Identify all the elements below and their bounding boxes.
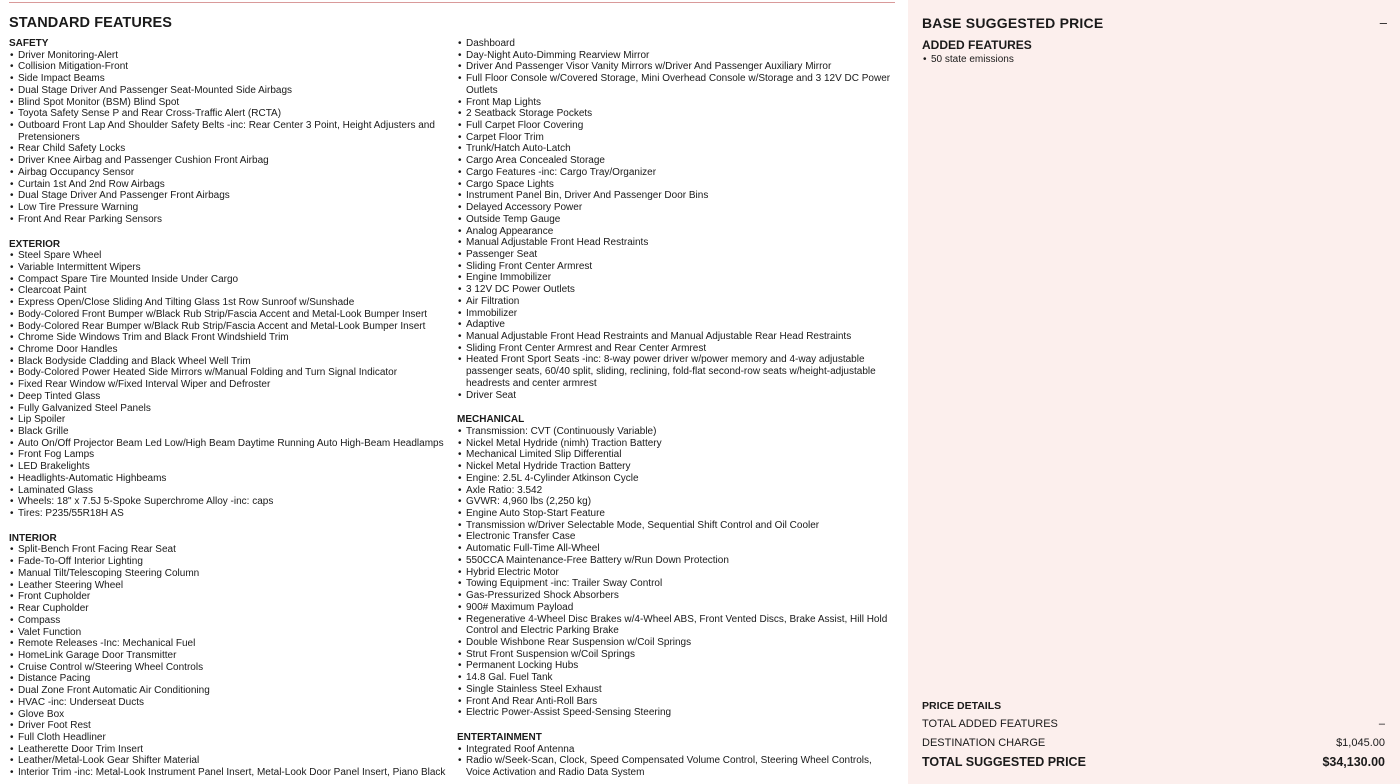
- list-item: • 550CCA Maintenance-Free Battery w/Run Down Protection: [457, 555, 897, 567]
- list-item: • Headlights-Automatic Highbeams: [9, 473, 447, 485]
- list-item: • Express Open/Close Sliding And Tilting Glass 1st Row Sunroof w/Sunshade: [9, 297, 447, 309]
- list-item: • Mechanical Limited Slip Differential: [457, 449, 897, 461]
- list-item: • Black Bodyside Cladding and Black Wheel Well Trim: [9, 356, 447, 368]
- list-item: • Instrument Panel Bin, Driver And Passenger Door Bins: [457, 190, 897, 202]
- destination-charge-row: [922, 737, 1385, 749]
- list-item: • Fully Galvanized Steel Panels: [9, 403, 447, 415]
- list-item: • Dual Zone Front Automatic Air Conditioning: [9, 685, 447, 697]
- list-item: • Dashboard: [457, 38, 897, 50]
- row-label: DESTINATION CHARGE: [922, 737, 1046, 749]
- list-item: • Chrome Door Handles: [9, 344, 447, 356]
- list-item: • Full Carpet Floor Covering: [457, 120, 897, 132]
- row-value: –: [1378, 718, 1385, 730]
- list-item: • Auto On/Off Projector Beam Led Low/High Beam Daytime Running Auto High-Beam Headlamps: [9, 438, 447, 450]
- list-item: • Sliding Front Center Armrest: [457, 261, 897, 273]
- row-value: $1,045.00: [1336, 737, 1385, 749]
- price-sidebar: [908, 0, 1400, 784]
- list-item: • Toyota Safety Sense P and Rear Cross-Traffic Alert (RCTA): [9, 108, 447, 120]
- safety-section: [9, 38, 447, 226]
- list-item: • Outboard Front Lap And Shoulder Safety Belts -inc: Rear Center 3 Point, Height Adjusters and Pretensioners: [9, 120, 447, 143]
- list-item: • Tires: P235/55R18H AS: [9, 508, 447, 520]
- list-item: • GVWR: 4,960 lbs (2,250 kg): [457, 496, 897, 508]
- list-item: • Driver Seat: [457, 390, 897, 402]
- collapse-toggle-button[interactable]: –: [1379, 15, 1387, 30]
- list-item: • Deep Tinted Glass: [9, 391, 447, 403]
- list-item: • Transmission: CVT (Continuously Variable): [457, 426, 897, 438]
- mechanical-heading: MECHANICAL: [457, 414, 525, 426]
- list-item: • Cargo Features -inc: Cargo Tray/Organizer: [457, 167, 897, 179]
- list-item: • Cargo Space Lights: [457, 179, 897, 191]
- list-item: • Lip Spoiler: [9, 414, 447, 426]
- list-item: • Driver Knee Airbag and Passenger Cushion Front Airbag: [9, 155, 447, 167]
- safety-heading: SAFETY: [9, 38, 49, 49]
- list-item: • Regenerative 4-Wheel Disc Brakes w/4-Wheel ABS, Front Vented Discs, Brake Assist, Hill Hold Control and Electric Parking Brake: [457, 614, 897, 637]
- list-item: • Transmission w/Driver Selectable Mode, Sequential Shift Control and Oil Cooler: [457, 520, 897, 532]
- list-item: • Front Fog Lamps: [9, 449, 447, 461]
- list-item: • Body-Colored Rear Bumper w/Black Rub Strip/Fascia Accent and Metal-Look Bumper Insert: [9, 321, 447, 333]
- list-item: • Towing Equipment -inc: Trailer Sway Control: [457, 578, 897, 590]
- list-item: • Front And Rear Parking Sensors: [9, 214, 447, 226]
- list-item: • HomeLink Garage Door Transmitter: [9, 650, 447, 662]
- list-item: • 3 12V DC Power Outlets: [457, 284, 897, 296]
- interior-continued-items: [457, 50, 897, 402]
- total-suggested-price-row: [922, 755, 1385, 769]
- list-item: • Front Cupholder: [9, 591, 447, 603]
- entertainment-heading: ENTERTAINMENT: [457, 731, 542, 743]
- list-item: • Leather Steering Wheel: [9, 580, 447, 592]
- list-item: • Permanent Locking Hubs: [457, 660, 897, 672]
- list-item: • Clearcoat Paint: [9, 285, 447, 297]
- added-features-title: ADDED FEATURES: [922, 38, 1032, 52]
- row-label: TOTAL ADDED FEATURES: [922, 718, 1058, 730]
- list-item: • Engine Auto Stop-Start Feature: [457, 508, 897, 520]
- list-item: • Driver Foot Rest: [9, 720, 447, 732]
- list-item: • Front Map Lights: [457, 97, 897, 109]
- list-item: • Day-Night Auto-Dimming Rearview Mirror: [457, 50, 897, 62]
- base-price-title: BASE SUGGESTED PRICE: [922, 15, 1104, 31]
- total-value: $34,130.00: [1322, 755, 1385, 769]
- standard-features-title: STANDARD FEATURES: [9, 15, 173, 31]
- list-item: • 50 state emissions: [922, 54, 1014, 66]
- list-item: • Rear Cupholder: [9, 603, 447, 615]
- list-item: • Remote Releases -Inc: Mechanical Fuel: [9, 638, 447, 650]
- list-item: • Engine Immobilizer: [457, 272, 897, 284]
- list-item: • 2 Seatback Storage Pockets: [457, 108, 897, 120]
- list-item: • Collision Mitigation-Front: [9, 61, 447, 73]
- list-item: • Single Stainless Steel Exhaust: [457, 684, 897, 696]
- list-item: • Full Floor Console w/Covered Storage, Mini Overhead Console w/Storage and 3 12V DC Power Outlets: [457, 73, 897, 96]
- list-item: • Compact Spare Tire Mounted Inside Under Cargo: [9, 274, 447, 286]
- list-item: • Dual Stage Driver And Passenger Seat-Mounted Side Airbags: [9, 85, 447, 97]
- list-item: • Compass: [9, 615, 447, 627]
- list-item: • Body-Colored Front Bumper w/Black Rub Strip/Fascia Accent and Metal-Look Bumper Insert: [9, 309, 447, 321]
- list-item: • Analog Appearance: [457, 226, 897, 238]
- list-item: • HVAC -inc: Underseat Ducts: [9, 697, 447, 709]
- list-item: • Side Impact Beams: [9, 73, 447, 85]
- list-item: • Dual Stage Driver And Passenger Front Airbags: [9, 190, 447, 202]
- list-item: • Manual Adjustable Front Head Restraints: [457, 237, 897, 249]
- added-features-list: [922, 54, 1014, 66]
- interior-continued-list: [457, 38, 897, 50]
- exterior-list: [9, 250, 447, 520]
- list-item: • Electric Power-Assist Speed-Sensing Steering: [457, 707, 897, 719]
- list-item: • 900# Maximum Payload: [457, 602, 897, 614]
- list-item: • LED Brakelights: [9, 461, 447, 473]
- list-item: • Front And Rear Anti-Roll Bars: [457, 696, 897, 708]
- list-item: • Manual Adjustable Front Head Restraints and Manual Adjustable Rear Head Restraints: [457, 331, 897, 343]
- list-item: • Fade-To-Off Interior Lighting: [9, 556, 447, 568]
- list-item: • Full Cloth Headliner: [9, 732, 447, 744]
- list-item: • Trunk/Hatch Auto-Latch: [457, 143, 897, 155]
- list-item: • Axle Ratio: 3.542: [457, 485, 897, 497]
- list-item: • Passenger Seat: [457, 249, 897, 261]
- entertainment-list: [457, 744, 897, 779]
- list-item: • Immobilizer: [457, 308, 897, 320]
- list-item: • Body-Colored Power Heated Side Mirrors w/Manual Folding and Turn Signal Indicator: [9, 367, 447, 379]
- mechanical-section: [457, 414, 897, 719]
- list-item: • Automatic Full-Time All-Wheel: [457, 543, 897, 555]
- list-item: • Fixed Rear Window w/Fixed Interval Wiper and Defroster: [9, 379, 447, 391]
- list-item: • Driver And Passenger Visor Vanity Mirrors w/Driver And Passenger Auxiliary Mirror: [457, 61, 897, 73]
- list-item: • Electronic Transfer Case: [457, 531, 897, 543]
- list-item: • Adaptive: [457, 319, 897, 331]
- interior-list: [9, 544, 447, 778]
- list-item: • Black Grille: [9, 426, 447, 438]
- interior-heading: INTERIOR: [9, 532, 57, 544]
- exterior-section: [9, 239, 447, 520]
- list-item: • Valet Function: [9, 627, 447, 639]
- list-item: • Laminated Glass: [9, 485, 447, 497]
- list-item: • Air Filtration: [457, 296, 897, 308]
- list-item: • Strut Front Suspension w/Coil Springs: [457, 649, 897, 661]
- list-item: • Nickel Metal Hydride (nimh) Traction Battery: [457, 438, 897, 450]
- list-item: • Double Wishbone Rear Suspension w/Coil Springs: [457, 637, 897, 649]
- list-item: • Chrome Side Windows Trim and Black Front Windshield Trim: [9, 332, 447, 344]
- list-item: • Leatherette Door Trim Insert: [9, 744, 447, 756]
- list-item: • Airbag Occupancy Sensor: [9, 167, 447, 179]
- list-item: • Leather/Metal-Look Gear Shifter Material: [9, 755, 447, 767]
- list-item: • Gas-Pressurized Shock Absorbers: [457, 590, 897, 602]
- list-item: • Manual Tilt/Telescoping Steering Column: [9, 568, 447, 580]
- list-item: • Radio w/Seek-Scan, Clock, Speed Compensated Volume Control, Steering Wheel Controls, Voice Activation and Radio Data System: [457, 755, 897, 778]
- list-item: • 14.8 Gal. Fuel Tank: [457, 672, 897, 684]
- list-item: • Interior Trim -inc: Metal-Look Instrument Panel Insert, Metal-Look Door Panel Insert, Piano Black: [9, 767, 447, 779]
- list-item: • Glove Box: [9, 709, 447, 721]
- list-item: • Nickel Metal Hydride Traction Battery: [457, 461, 897, 473]
- list-item: • Engine: 2.5L 4-Cylinder Atkinson Cycle: [457, 473, 897, 485]
- list-item: • Delayed Accessory Power: [457, 202, 897, 214]
- interior-continued-section: [457, 38, 897, 401]
- list-item: • Low Tire Pressure Warning: [9, 202, 447, 214]
- features-column-right: [457, 38, 897, 779]
- list-item: • Sliding Front Center Armrest and Rear Center Armrest: [457, 343, 897, 355]
- exterior-heading: EXTERIOR: [9, 238, 61, 250]
- list-item: • Steel Spare Wheel: [9, 250, 447, 262]
- list-item: • Heated Front Sport Seats -inc: 8-way power driver w/power memory and 4-way adjustable passenger seats, 60/40 split, sliding, reclining, fold-flat second-row seats w/height-adjustable headrests and center armrest: [457, 354, 897, 389]
- top-rule: [9, 2, 895, 3]
- interior-section: [9, 533, 447, 779]
- list-item: • Variable Intermittent Wipers: [9, 262, 447, 274]
- mechanical-list: [457, 426, 897, 719]
- list-item: • Carpet Floor Trim: [457, 132, 897, 144]
- list-item: • Integrated Roof Antenna: [457, 744, 897, 756]
- list-item: • Curtain 1st And 2nd Row Airbags: [9, 179, 447, 191]
- list-item: • Distance Pacing: [9, 673, 447, 685]
- total-label: TOTAL SUGGESTED PRICE: [922, 755, 1086, 769]
- list-item: • Cruise Control w/Steering Wheel Controls: [9, 662, 447, 674]
- list-item: • Blind Spot Monitor (BSM) Blind Spot: [9, 97, 447, 109]
- list-item: • Cargo Area Concealed Storage: [457, 155, 897, 167]
- list-item: • Driver Monitoring-Alert: [9, 50, 447, 62]
- list-item: • Wheels: 18" x 7.5J 5-Spoke Superchrome Alloy -inc: caps: [9, 496, 447, 508]
- entertainment-section: [457, 732, 897, 779]
- price-details-title: PRICE DETAILS: [922, 700, 1002, 712]
- list-item: • Hybrid Electric Motor: [457, 567, 897, 579]
- list-item: • Split-Bench Front Facing Rear Seat: [9, 544, 447, 556]
- features-column-left: [9, 38, 447, 779]
- safety-list: [9, 50, 447, 226]
- total-added-features-row: [922, 718, 1385, 730]
- list-item: • Outside Temp Gauge: [457, 214, 897, 226]
- list-item: • Rear Child Safety Locks: [9, 143, 447, 155]
